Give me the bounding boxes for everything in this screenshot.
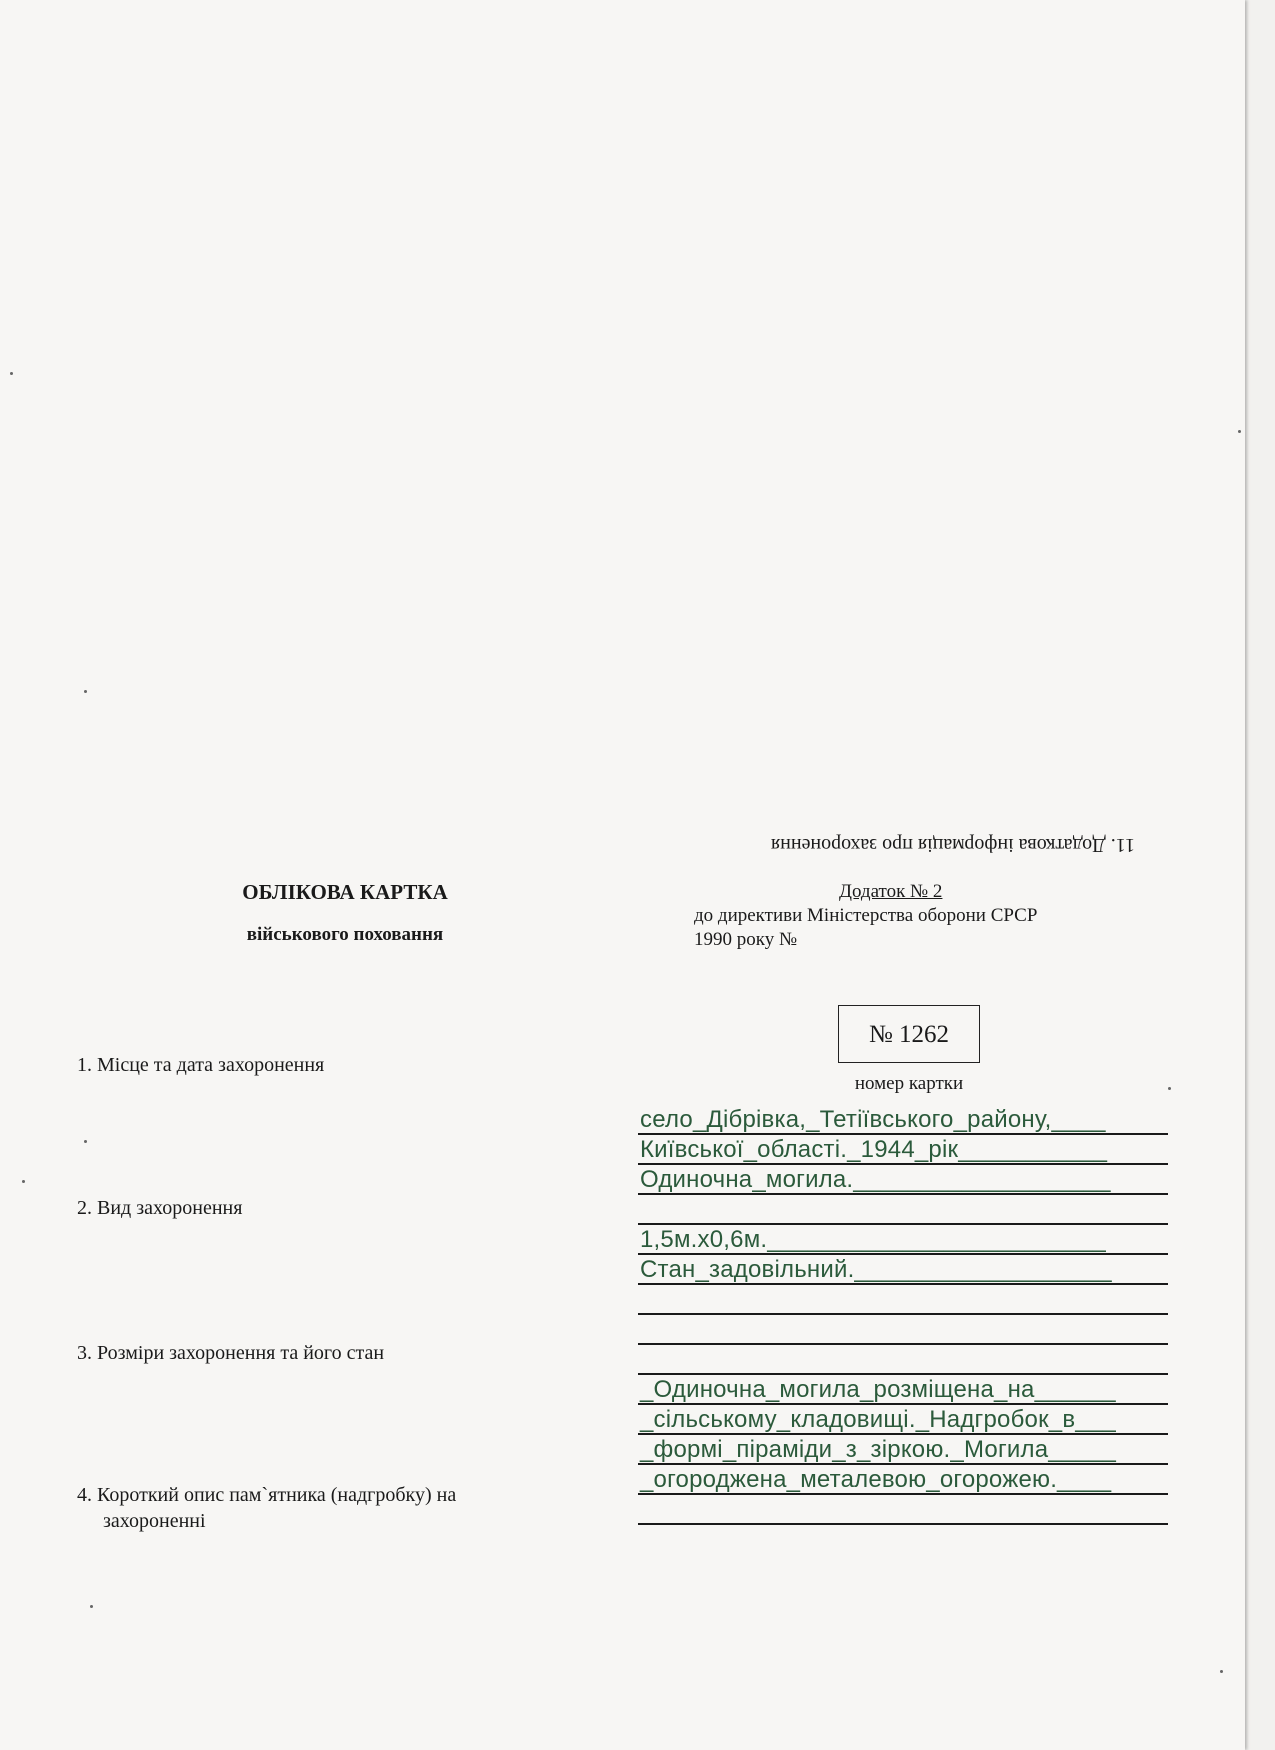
field-label-monument-description xyxy=(77,1482,597,1534)
appendix-line-1: до директиви Міністерства оборони СРСР xyxy=(694,905,1038,926)
field-line xyxy=(638,1495,1168,1525)
scan-speck xyxy=(10,372,13,375)
scan-speck xyxy=(84,1140,87,1143)
appendix-block xyxy=(694,880,1114,952)
scan-speck xyxy=(1168,1087,1171,1090)
card-subtitle: військового поховання xyxy=(246,924,444,945)
field-line: Стан_задовільний.___________________ xyxy=(638,1255,1168,1285)
field-line: _Одиночна_могила_розміщена_на______ xyxy=(638,1375,1168,1405)
field-label-burial-size-condition: 3. Розміри захоронення та його стан xyxy=(77,1342,385,1364)
scan-speck xyxy=(1220,1670,1223,1673)
field-line xyxy=(638,1345,1168,1375)
field-line: _огороджена_металевою_огорожею.____ xyxy=(638,1465,1168,1495)
field-line: Київської_області._1944_рік___________ xyxy=(638,1135,1168,1165)
field-line: _сільському_кладовищі._Надгробок_в___ xyxy=(638,1405,1168,1435)
scan-speck xyxy=(1238,430,1241,433)
scan-speck xyxy=(22,1180,25,1183)
field-label-burial-place-date: 1. Місце та дата захоронення xyxy=(77,1054,325,1076)
field-line: село_Дібрівка,_Тетіївського_району,____ xyxy=(638,1105,1168,1135)
reverse-side-heading: 11. Додаткова інформація про захоронення xyxy=(770,834,1135,856)
field-label-burial-type: 2. Вид захоронення xyxy=(77,1197,243,1219)
field-line: _формі_піраміди_з_зіркою._Могила_____ xyxy=(638,1435,1168,1465)
handwritten-field-lines xyxy=(638,1105,1168,1525)
scan-speck xyxy=(84,690,87,693)
field-line xyxy=(638,1285,1168,1315)
appendix-title: Додаток № 2 xyxy=(839,881,943,902)
card-number-box: № 1262 xyxy=(838,1005,980,1063)
field-line: Одиночна_могила.___________________ xyxy=(638,1165,1168,1195)
field-label-monument-line-2: захороненні xyxy=(103,1510,206,1532)
field-line: 1,5м.х0,6м._________________________ xyxy=(638,1225,1168,1255)
card-title: ОБЛІКОВА КАРТКА xyxy=(242,880,448,904)
card-number-label: номер картки xyxy=(854,1073,964,1094)
scan-speck xyxy=(90,1605,93,1608)
field-line xyxy=(638,1195,1168,1225)
field-label-monument-line-1: 4. Короткий опис пам`ятника (надгробку) на xyxy=(77,1484,457,1506)
appendix-line-2: 1990 року № xyxy=(694,929,798,950)
field-line xyxy=(638,1315,1168,1345)
